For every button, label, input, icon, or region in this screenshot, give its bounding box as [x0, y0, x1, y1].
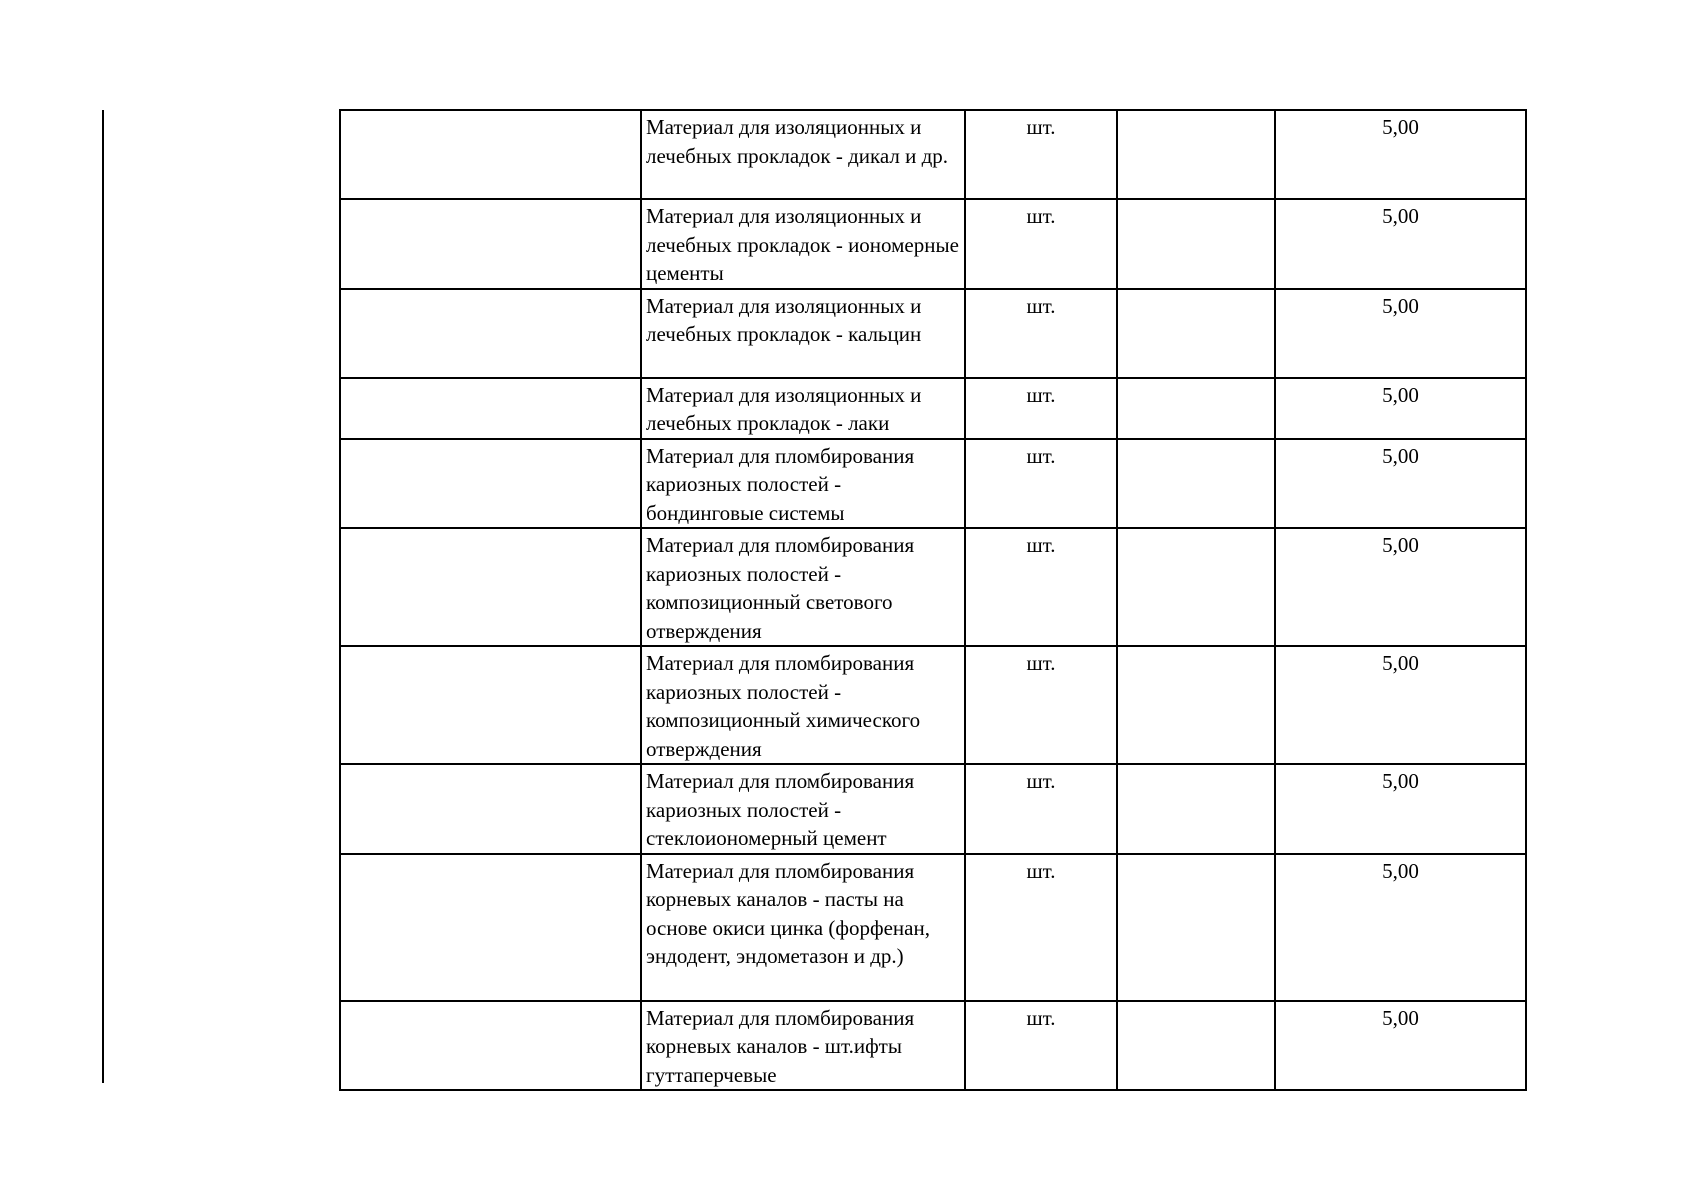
table-row — [340, 854, 1526, 1001]
material-name-cell: Материал для пломбирования корневых каналов - пасты на основе окиси цинка (форфенан, эндодент, эндометазон и др.) — [641, 854, 965, 1001]
empty-cell — [1117, 110, 1275, 199]
material-name-cell: Материал для пломбирования корневых каналов - шт.ифты гуттаперчевые — [641, 1001, 965, 1091]
table-row — [340, 646, 1526, 764]
unit-cell: шт. — [965, 854, 1117, 1001]
blank-cell — [340, 378, 641, 439]
unit-cell: шт. — [965, 439, 1117, 529]
unit-cell: шт. — [965, 1001, 1117, 1091]
quantity-cell: 5,00 — [1275, 528, 1526, 646]
empty-cell — [1117, 378, 1275, 439]
material-name-cell: Материал для пломбирования кариозных полостей - композиционный светового отверждения — [641, 528, 965, 646]
table-row — [340, 378, 1526, 439]
material-name-cell: Материал для пломбирования кариозных полостей - композиционный химического отверждения — [641, 646, 965, 764]
blank-cell — [340, 1001, 641, 1091]
material-name-cell: Материал для пломбирования кариозных полостей - стеклоиономерный цемент — [641, 764, 965, 854]
table-row — [340, 199, 1526, 289]
blank-cell — [340, 289, 641, 378]
unit-cell: шт. — [965, 289, 1117, 378]
empty-cell — [1117, 289, 1275, 378]
unit-cell: шт. — [965, 646, 1117, 764]
quantity-cell: 5,00 — [1275, 378, 1526, 439]
blank-cell — [340, 854, 641, 1001]
material-name-cell: Материал для пломбирования кариозных полостей - бондинговые системы — [641, 439, 965, 529]
table-row — [340, 764, 1526, 854]
unit-cell: шт. — [965, 199, 1117, 289]
blank-cell — [340, 764, 641, 854]
blank-cell — [340, 528, 641, 646]
table-row — [340, 110, 1526, 199]
blank-cell — [340, 199, 641, 289]
quantity-cell: 5,00 — [1275, 289, 1526, 378]
material-name-cell: Материал для изоляционных и лечебных прокладок - иономерные цементы — [641, 199, 965, 289]
quantity-cell: 5,00 — [1275, 199, 1526, 289]
table-row — [340, 528, 1526, 646]
left-margin-rule — [102, 110, 104, 1083]
quantity-cell: 5,00 — [1275, 646, 1526, 764]
quantity-cell: 5,00 — [1275, 764, 1526, 854]
material-name-cell: Материал для изоляционных и лечебных прокладок - лаки — [641, 378, 965, 439]
table-row — [340, 439, 1526, 529]
empty-cell — [1117, 439, 1275, 529]
quantity-cell: 5,00 — [1275, 1001, 1526, 1091]
quantity-cell: 5,00 — [1275, 110, 1526, 199]
empty-cell — [1117, 854, 1275, 1001]
blank-cell — [340, 439, 641, 529]
empty-cell — [1117, 199, 1275, 289]
table-row — [340, 1001, 1526, 1091]
quantity-cell: 5,00 — [1275, 854, 1526, 1001]
material-name-cell: Материал для изоляционных и лечебных прокладок - дикал и др. — [641, 110, 965, 199]
unit-cell: шт. — [965, 528, 1117, 646]
empty-cell — [1117, 646, 1275, 764]
empty-cell — [1117, 528, 1275, 646]
quantity-cell: 5,00 — [1275, 439, 1526, 529]
unit-cell: шт. — [965, 764, 1117, 854]
materials-table — [339, 109, 1527, 1091]
table-row — [340, 289, 1526, 378]
empty-cell — [1117, 764, 1275, 854]
material-name-cell: Материал для изоляционных и лечебных прокладок - кальцин — [641, 289, 965, 378]
unit-cell: шт. — [965, 378, 1117, 439]
blank-cell — [340, 110, 641, 199]
empty-cell — [1117, 1001, 1275, 1091]
blank-cell — [340, 646, 641, 764]
unit-cell: шт. — [965, 110, 1117, 199]
